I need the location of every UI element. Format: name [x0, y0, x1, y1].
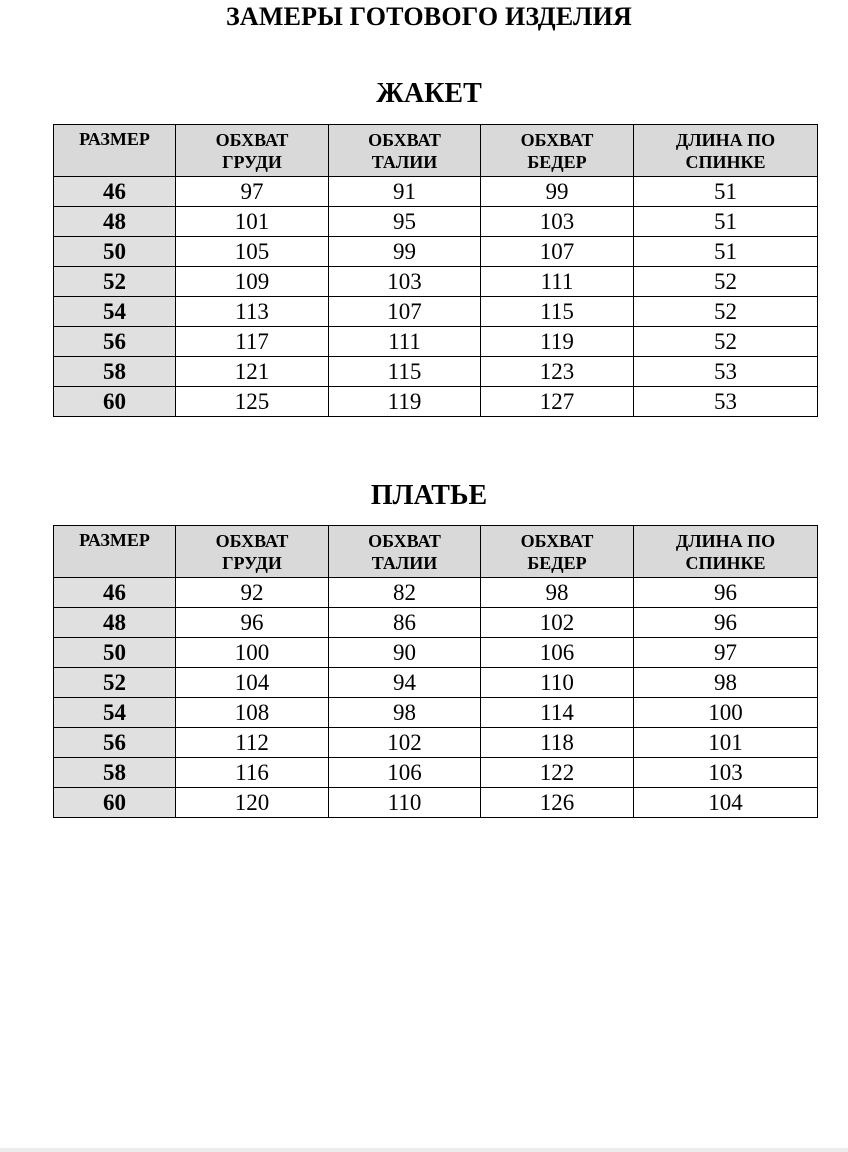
measurement-cell: 53 — [634, 387, 818, 417]
measurement-cell: 104 — [634, 788, 818, 818]
size-cell: 48 — [54, 608, 176, 638]
column-header-line: СПИНКЕ — [685, 552, 766, 573]
measurement-cell: 96 — [176, 608, 329, 638]
column-header-measure — [329, 526, 481, 578]
table-row — [54, 578, 818, 608]
measurement-cell: 103 — [329, 267, 481, 297]
measurement-cell: 82 — [329, 578, 481, 608]
measurement-cell: 110 — [481, 668, 634, 698]
measurement-cell: 51 — [634, 177, 818, 207]
dress-section-title: ПЛАТЬЕ — [370, 480, 488, 511]
size-cell: 58 — [54, 357, 176, 387]
column-header-size — [54, 526, 176, 578]
measurement-cell: 113 — [176, 297, 329, 327]
size-cell: 56 — [54, 327, 176, 357]
table-row — [54, 207, 818, 237]
size-cell: 50 — [54, 638, 176, 668]
size-cell: 54 — [54, 297, 176, 327]
measurement-cell: 102 — [481, 608, 634, 638]
size-cell: 54 — [54, 698, 176, 728]
column-header-line: ДЛИНА ПО — [675, 129, 776, 150]
table-row — [54, 608, 818, 638]
measurement-cell: 111 — [329, 327, 481, 357]
column-header-line: ОБХВАТ — [520, 530, 594, 551]
jacket-section-title: ЖАКЕТ — [376, 78, 482, 109]
table-row — [54, 357, 818, 387]
column-header-line: ОБХВАТ — [215, 530, 289, 551]
measurement-cell: 100 — [176, 638, 329, 668]
measurement-cell: 103 — [481, 207, 634, 237]
column-header-line: РАЗМЕР — [79, 129, 150, 149]
column-header-line: ДЛИНА ПО — [675, 530, 776, 551]
column-header-line: РАЗМЕР — [79, 530, 150, 550]
column-header-measure — [329, 125, 481, 177]
measurement-cell: 115 — [481, 297, 634, 327]
table-row — [54, 758, 818, 788]
measurement-cell: 102 — [329, 728, 481, 758]
dress-size-table — [53, 525, 818, 818]
measurement-cell: 109 — [176, 267, 329, 297]
measurement-cell: 105 — [176, 237, 329, 267]
measurement-cell: 117 — [176, 327, 329, 357]
measurement-cell: 97 — [634, 638, 818, 668]
measurement-cell: 125 — [176, 387, 329, 417]
table-row — [54, 237, 818, 267]
measurement-cell: 114 — [481, 698, 634, 728]
table-header-row — [54, 125, 818, 177]
column-header-line: ОБХВАТ — [368, 129, 441, 150]
measurement-cell: 99 — [329, 237, 481, 267]
measurement-cell: 121 — [176, 357, 329, 387]
page-title: ЗАМЕРЫ ГОТОВОГО ИЗДЕЛИЯ — [225, 2, 633, 31]
size-cell: 48 — [54, 207, 176, 237]
measurement-cell: 95 — [329, 207, 481, 237]
column-header-measure — [481, 125, 634, 177]
size-cell: 58 — [54, 758, 176, 788]
measurement-cell: 98 — [481, 578, 634, 608]
measurement-cell: 100 — [634, 698, 818, 728]
size-cell: 52 — [54, 267, 176, 297]
table-row — [54, 387, 818, 417]
column-header-measure — [481, 526, 634, 578]
measurement-cell: 94 — [329, 668, 481, 698]
table-row — [54, 668, 818, 698]
measurement-cell: 123 — [481, 357, 634, 387]
measurement-cell: 106 — [481, 638, 634, 668]
measurement-cell: 53 — [634, 357, 818, 387]
measurement-cell: 122 — [481, 758, 634, 788]
table-row — [54, 297, 818, 327]
measurement-cell: 52 — [634, 297, 818, 327]
column-header-line: ОБХВАТ — [215, 129, 289, 150]
column-header-line: СПИНКЕ — [685, 151, 766, 172]
table-row — [54, 728, 818, 758]
jacket-size-table — [53, 124, 818, 417]
measurement-cell: 52 — [634, 327, 818, 357]
measurement-cell: 116 — [176, 758, 329, 788]
measurement-cell: 106 — [329, 758, 481, 788]
measurement-cell: 86 — [329, 608, 481, 638]
column-header-measure — [634, 125, 818, 177]
measurement-cell: 119 — [481, 327, 634, 357]
measurement-cell: 91 — [329, 177, 481, 207]
column-header-line: ОБХВАТ — [368, 530, 441, 551]
column-header-line: ГРУДИ — [222, 552, 282, 573]
size-cell: 46 — [54, 578, 176, 608]
size-cell: 46 — [54, 177, 176, 207]
measurement-cell: 127 — [481, 387, 634, 417]
column-header-measure — [176, 526, 329, 578]
measurement-cell: 107 — [329, 297, 481, 327]
measurement-cell: 120 — [176, 788, 329, 818]
column-header-line: ОБХВАТ — [520, 129, 594, 150]
measurement-cell: 115 — [329, 357, 481, 387]
size-cell: 56 — [54, 728, 176, 758]
measurement-cell: 118 — [481, 728, 634, 758]
measurement-cell: 111 — [481, 267, 634, 297]
measurement-cell: 112 — [176, 728, 329, 758]
column-header-line: ТАЛИИ — [371, 151, 438, 172]
measurement-cell: 52 — [634, 267, 818, 297]
measurement-cell: 104 — [176, 668, 329, 698]
page-bottom-divider — [0, 1148, 848, 1152]
measurement-cell: 99 — [481, 177, 634, 207]
table-row — [54, 177, 818, 207]
size-cell: 52 — [54, 668, 176, 698]
measurement-cell: 97 — [176, 177, 329, 207]
measurement-cell: 103 — [634, 758, 818, 788]
column-header-line: ГРУДИ — [222, 151, 282, 172]
measurement-cell: 51 — [634, 207, 818, 237]
measurement-cell: 51 — [634, 237, 818, 267]
table-row — [54, 267, 818, 297]
size-cell: 60 — [54, 387, 176, 417]
measurement-cell: 96 — [634, 608, 818, 638]
measurement-cell: 92 — [176, 578, 329, 608]
column-header-size — [54, 125, 176, 177]
measurement-cell: 101 — [634, 728, 818, 758]
measurement-cell: 119 — [329, 387, 481, 417]
measurement-cell: 108 — [176, 698, 329, 728]
size-cell: 60 — [54, 788, 176, 818]
measurement-cell: 98 — [634, 668, 818, 698]
table-row — [54, 638, 818, 668]
measurement-cell: 107 — [481, 237, 634, 267]
measurement-cell: 101 — [176, 207, 329, 237]
measurement-cell: 126 — [481, 788, 634, 818]
measurement-cell: 110 — [329, 788, 481, 818]
table-row — [54, 788, 818, 818]
measurement-cell: 98 — [329, 698, 481, 728]
table-header-row — [54, 526, 818, 578]
column-header-line: ТАЛИИ — [371, 552, 438, 573]
table-row — [54, 327, 818, 357]
table-row — [54, 698, 818, 728]
column-header-measure — [176, 125, 329, 177]
size-cell: 50 — [54, 237, 176, 267]
column-header-line: БЕДЕР — [527, 552, 587, 573]
column-header-line: БЕДЕР — [527, 151, 587, 172]
measurement-cell: 90 — [329, 638, 481, 668]
column-header-measure — [634, 526, 818, 578]
measurement-cell: 96 — [634, 578, 818, 608]
